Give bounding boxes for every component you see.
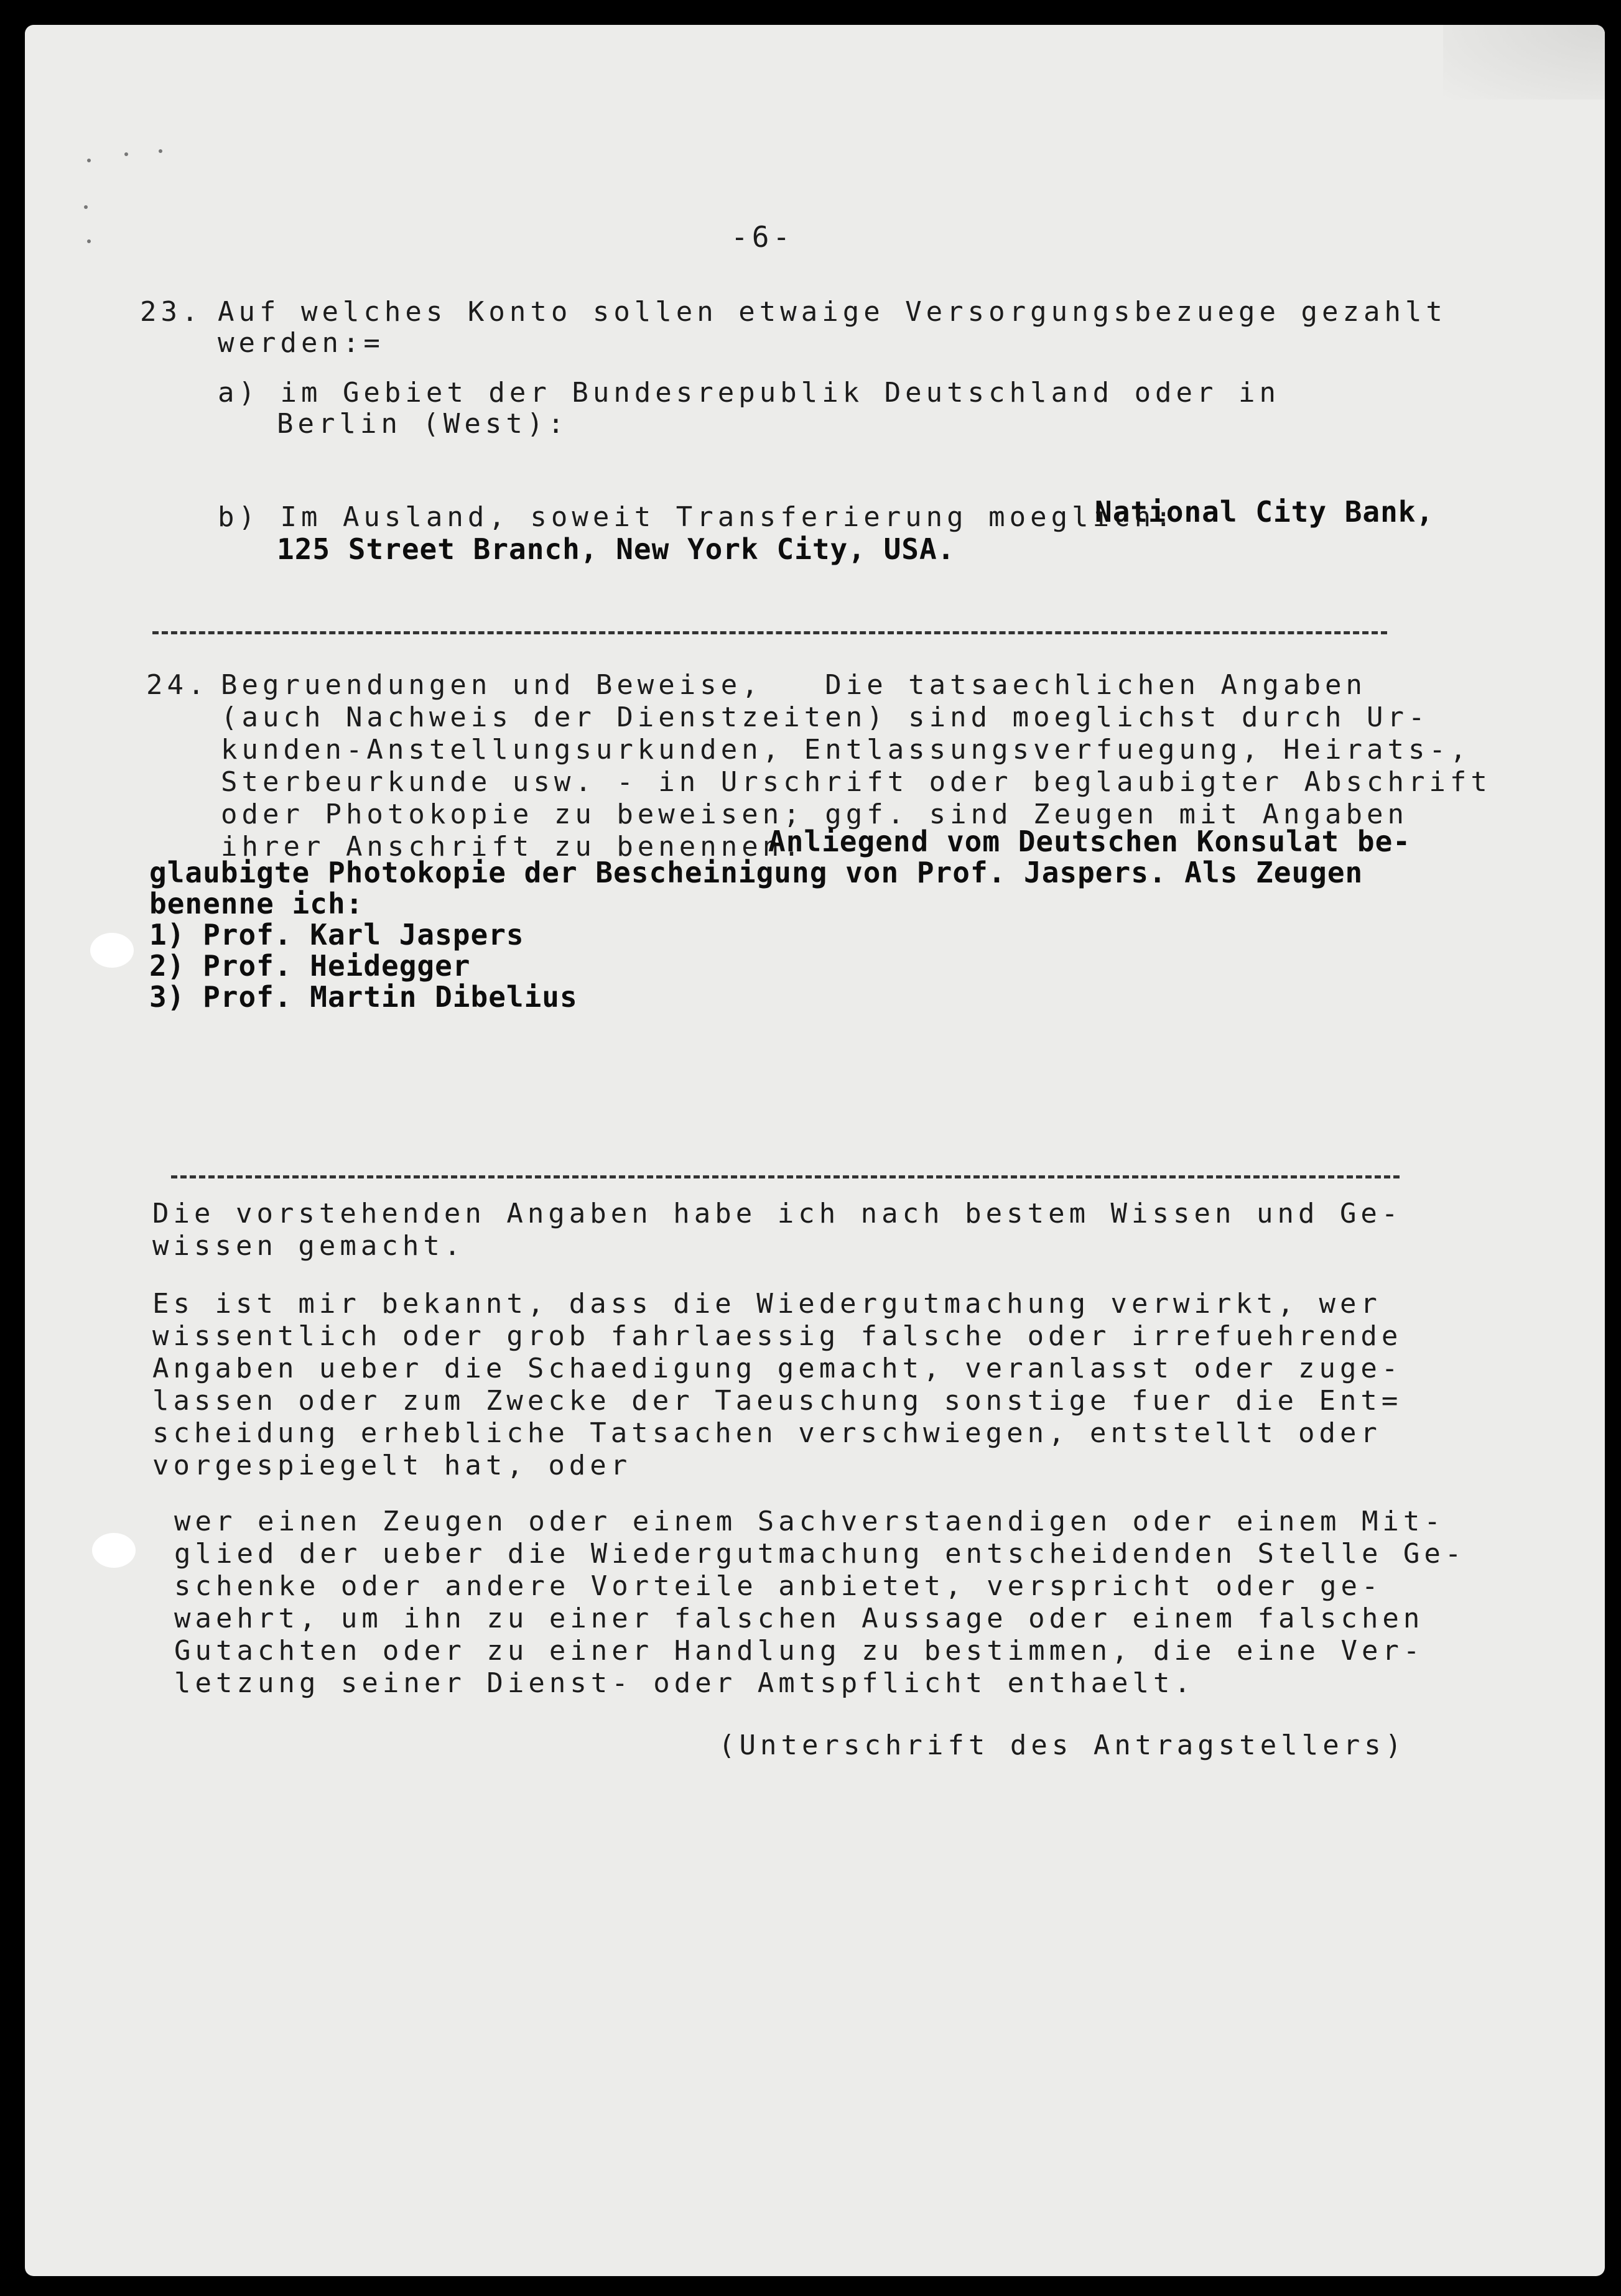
scan-speck [84,205,88,209]
scan-shadow [1443,25,1605,100]
q23-a-line: Berlin (West): [277,408,569,440]
q23-line: werden:= [218,327,384,359]
scan-speck [87,159,91,162]
typed-witness-1: 1) Prof. Karl Jaspers [149,918,524,951]
typed-attachment-note: Anliegend vom Deutschen Konsulat be- [768,825,1411,858]
q24-line: (auch Nachweis der Dienstzeiten) sind moeglichst durch Ur- [221,701,1429,733]
typed-attachment-line: glaubigte Photokopie der Bescheinigung von Prof. Jaspers. Als Zeugen [149,856,1363,889]
declaration-line: Gutachten oder zu einer Handlung zu bestimmen, die eine Ver- [174,1635,1424,1667]
declaration-line: Die vorstehenden Angaben habe ich nach bestem Wissen und Ge- [152,1198,1403,1229]
declaration-line: glied der ueber die Wiedergutmachung entscheidenden Stelle Ge- [174,1538,1466,1570]
typed-bank-name: National City Bank, [1095,495,1434,529]
declaration-line: lassen oder zum Zwecke der Taeuschung sonstige fuer die Ent= [152,1385,1403,1417]
q23-b-line: b) Im Ausland, soweit Transferierung moeglich: [218,501,1176,533]
declaration-line: waehrt, um ihn zu einer falschen Aussage oder einem falschen [174,1603,1424,1634]
typed-witness-3: 3) Prof. Martin Dibelius [149,980,578,1014]
signature-label: (Unterschrift des Antragstellers) [718,1729,1406,1761]
separator-line [171,1175,1400,1178]
declaration-line: vorgespiegelt hat, oder [152,1450,632,1481]
declaration-line: schenke oder andere Vorteile anbietet, verspricht oder ge- [174,1570,1383,1602]
declaration-line: wer einen Zeugen oder einem Sachverstaendigen oder einem Mit- [174,1506,1445,1537]
typed-bank-address: 125 Street Branch, New York City, USA. [277,532,955,566]
q24-line: kunden-Anstellungsurkunden, Entlassungsverfuegung, Heirats-, [221,734,1471,766]
q24-line: Sterbeurkunde usw. - in Urschrift oder beglaubigter Abschrift [221,766,1492,798]
q23-line: Auf welches Konto sollen etwaige Versorgungsbezuege gezahlt [218,296,1447,328]
page-number: -6- [731,220,794,254]
q23-number: 23. [140,296,203,328]
separator-line [152,631,1387,634]
declaration-line: Angaben ueber die Schaedigung gemacht, veranlasst oder zuge- [152,1353,1403,1384]
q24-line: Begruendungen und Beweise, Die tatsaechlichen Angaben [221,669,1367,701]
punch-hole [90,933,134,968]
punch-hole [92,1533,136,1568]
typed-witness-intro: benenne ich: [149,887,364,920]
q23-a-line: a) im Gebiet der Bundesrepublik Deutschland oder in [218,377,1281,409]
q24-line: oder Photokopie zu beweisen; ggf. sind Zeugen mit Angaben [221,799,1408,830]
q24-number: 24. [146,669,209,701]
scan-speck [124,152,128,156]
document-page [25,25,1605,2276]
declaration-line: wissen gemacht. [152,1230,465,1262]
declaration-line: letzung seiner Dienst- oder Amtspflicht enthaelt. [174,1667,1196,1699]
q24-line: ihrer Anschrift zu benennen. [221,831,804,863]
scan-speck [87,239,91,243]
declaration-line: Es ist mir bekannt, dass die Wiedergutmachung verwirkt, wer [152,1288,1382,1320]
scan-speck [159,149,162,153]
typed-witness-2: 2) Prof. Heidegger [149,949,471,983]
declaration-line: scheidung erhebliche Tatsachen verschwiegen, entstellt oder [152,1417,1382,1449]
declaration-line: wissentlich oder grob fahrlaessig falsche oder irrefuehrende [152,1320,1403,1352]
